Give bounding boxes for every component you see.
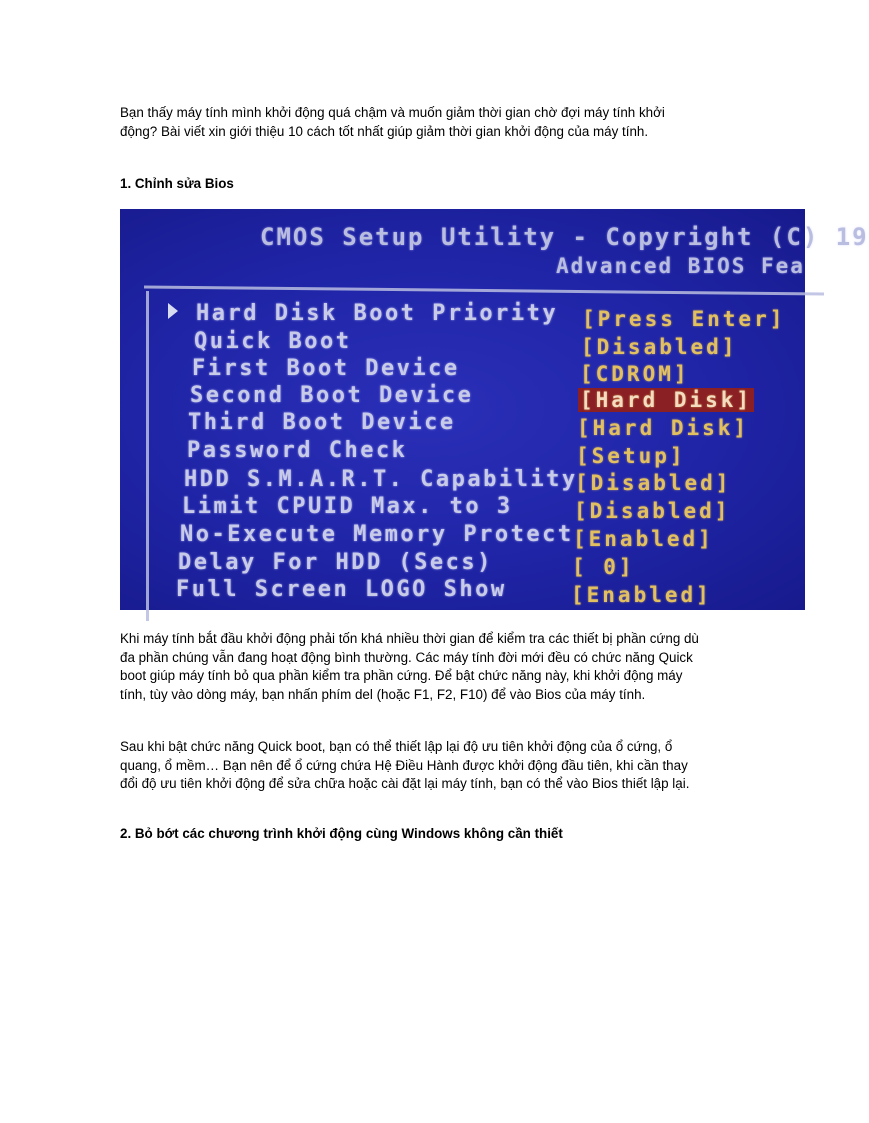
section-1-heading: 1. Chỉnh sửa Bios <box>120 176 234 191</box>
bios-row-label: HDD S.M.A.R.T. Capability <box>184 467 578 492</box>
bios-row-label: Limit CPUID Max. to 3 <box>182 494 513 519</box>
bios-row-value: [Enabled] <box>571 583 712 607</box>
bios-row-label: First Boot Device <box>192 356 460 381</box>
bios-row-value: [Disabled] <box>581 335 738 359</box>
bios-row-value: [Hard Disk] <box>577 416 750 440</box>
section-2-heading: 2. Bỏ bớt các chương trình khởi động cùng Windows không cần thiết <box>120 826 563 841</box>
bios-row-value: [CDROM] <box>580 362 690 386</box>
bios-row-label: No-Execute Memory Protect <box>180 522 574 547</box>
bios-row-value: [Disabled] <box>574 499 731 523</box>
bios-row-label: Password Check <box>187 438 408 463</box>
paragraph-quick-boot: Khi máy tính bắt đầu khởi động phải tốn khá nhiều thời gian để kiểm tra các thiết bị phần cứng dù đa phần chúng vẫn đang hoạt động bình thường. Các máy tính đời mới đều có chức năng Quick boot giúp máy tính bỏ qua phần kiểm tra phần cứng. Để bật chức năng này, khi khởi động máy tính, tùy vào dòng máy, bạn nhấn phím del (hoặc F1, F2, F10) để vào Bios của máy tính. <box>120 631 699 702</box>
bios-row-label: Third Boot Device <box>188 410 456 435</box>
bios-title: CMOS Setup Utility - Copyright (C) 19 <box>260 223 869 251</box>
bios-screenshot <box>120 209 869 610</box>
bios-row-label: Quick Boot <box>194 329 352 354</box>
intro-paragraph: Bạn thấy máy tính mình khởi động quá chậm và muốn giảm thời gian chờ đợi máy tính khởi động? Bài viết xin giới thiệu 10 cách tốt nhất giúp giảm thời gian khởi động của máy tính. <box>120 105 665 139</box>
bios-top-border <box>144 285 824 295</box>
bios-row-value: [Disabled] <box>575 471 732 495</box>
bios-row-label: Hard Disk Boot Priority <box>196 301 559 326</box>
bios-left-border <box>146 291 149 621</box>
bios-row-value: [Enabled] <box>573 527 714 551</box>
bios-subtitle: Advanced BIOS Fea <box>556 254 805 278</box>
bios-row-value: [Press Enter] <box>582 307 786 331</box>
paragraph-boot-priority: Sau khi bật chức năng Quick boot, bạn có thể thiết lập lại độ ưu tiên khởi động của ổ cứng, ổ quang, ổ mềm… Bạn nên để ổ cứng chứa Hệ Điều Hành được khởi động đầu tiên, khi cần thay đổi độ ưu tiên khởi động để sửa chữa hoặc cài đặt lại máy tính, bạn có thể vào Bios thiết lập lại. <box>120 739 690 791</box>
submenu-arrow-icon <box>168 303 178 319</box>
bios-row-value: [ 0] <box>572 555 635 579</box>
bios-row-value: [Setup] <box>576 444 686 468</box>
bios-row-label: Second Boot Device <box>190 383 474 408</box>
bios-row-label: Delay For HDD (Secs) <box>178 550 493 575</box>
bios-row-value-selected: [Hard Disk] <box>580 388 753 412</box>
bios-row-label: Full Screen LOGO Show <box>176 577 507 602</box>
